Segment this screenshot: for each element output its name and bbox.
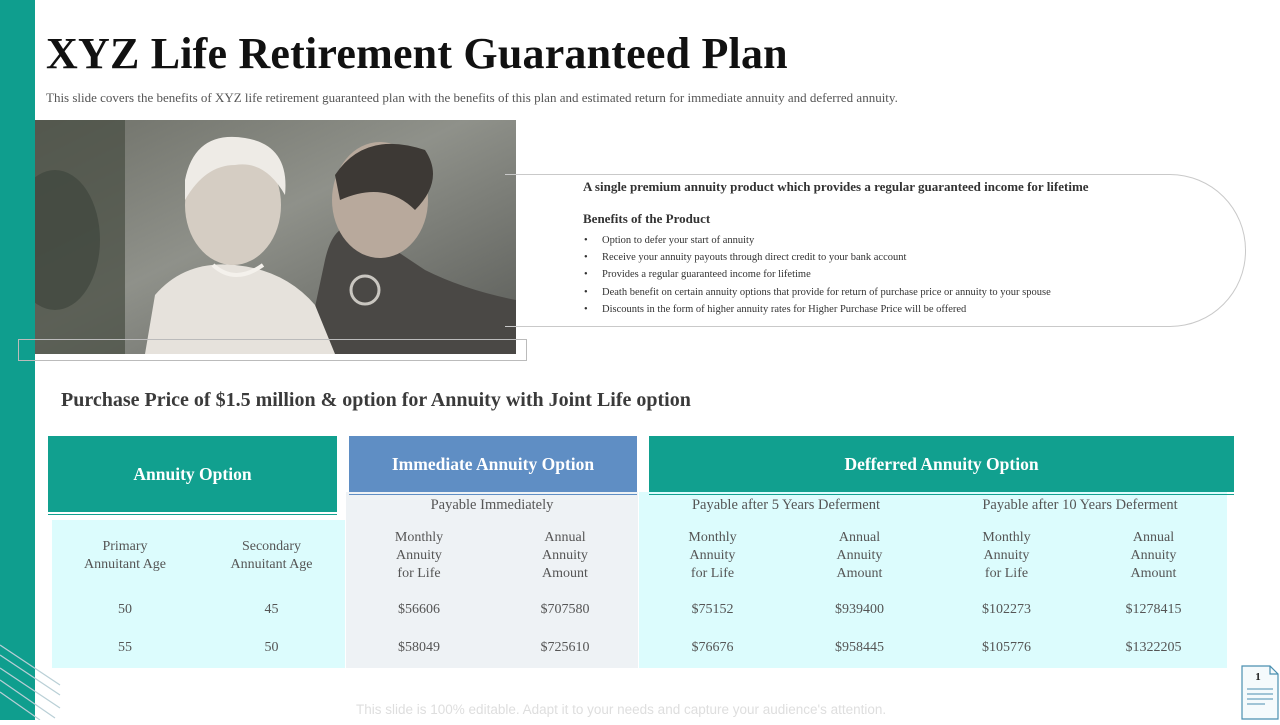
benefit-item [584, 302, 1051, 319]
table-cell: $56606 [398, 602, 440, 617]
bullet: • [584, 286, 588, 298]
benefit-text: Option to defer your start of annuity [602, 235, 755, 246]
slide-title: XYZ Life Retirement Guaranteed Plan [46, 29, 788, 78]
benefit-item [584, 233, 1051, 250]
benefit-item [584, 250, 1051, 267]
table-cell: 50 [118, 602, 132, 617]
col-primary-age: Primary Annuitant Age [83, 539, 167, 572]
benefit-item [584, 285, 1051, 302]
col-immediate-annual: Annual Annuity Amount [542, 530, 588, 581]
table-cell: $958445 [835, 640, 884, 655]
sublabel-deferred-5: Payable after 5 Years Deferment [691, 497, 881, 513]
table-cell: $707580 [540, 602, 590, 617]
table-cell: 45 [264, 602, 279, 617]
col-def10-annual: Annual Annuity Amount [1130, 530, 1177, 581]
benefit-text: Receive your annuity payouts through direct credit to your bank account [602, 252, 907, 264]
bullet: • [584, 269, 588, 281]
col-immediate-monthly: Monthly Annuity for Life [394, 530, 444, 581]
benefits-title: Benefits of the Product [583, 211, 711, 226]
photo-frame-outline [18, 339, 527, 361]
table-cell: $102273 [982, 602, 1031, 617]
bullet: • [584, 303, 588, 315]
col-def5-annual: Annual Annuity Amount [836, 530, 883, 581]
table-cell: $1278415 [1125, 602, 1182, 617]
header-underline [48, 514, 337, 515]
benefit-text: Provides a regular guaranteed income for lifetime [602, 269, 811, 281]
header-underline [649, 494, 1234, 495]
bullet: • [584, 252, 588, 264]
benefit-text: Discounts in the form of higher annuity rates for Higher Purchase Price will be offered [602, 303, 967, 315]
table-cell: 55 [118, 640, 132, 655]
header-immediate-annuity: Immediate Annuity Option [349, 436, 637, 492]
benefits-list [584, 233, 1051, 319]
benefit-text: Death benefit on certain annuity options that provide for return of purchase price or annuity to your spouse [602, 286, 1051, 298]
table-cell: 50 [264, 640, 279, 655]
table-cell: $939400 [835, 602, 884, 617]
table-cell: $1322205 [1125, 640, 1182, 655]
hero-photo [35, 120, 516, 354]
header-underline [349, 494, 637, 495]
header-deferred-annuity: Defferred Annuity Option [649, 436, 1234, 492]
table-cell: $75152 [691, 602, 734, 617]
col-def5-monthly: Monthly Annuity for Life [688, 530, 737, 581]
sublabel-deferred-10: Payable after 10 Years Deferment [982, 497, 1178, 513]
table-cell: $105776 [982, 640, 1031, 655]
footer-note: This slide is 100% editable. Adapt it to your needs and capture your audience's attention. [356, 702, 887, 717]
header-annuity-option: Annuity Option [48, 436, 337, 512]
product-headline: A single premium annuity product which provides a regular guaranteed income for lifetime [583, 179, 1089, 194]
purchase-heading: Purchase Price of $1.5 million & option for Annuity with Joint Life option [61, 389, 691, 411]
table-cell: $725610 [540, 640, 590, 655]
slide-subtitle: This slide covers the benefits of XYZ life retirement guaranteed plan with the benefits of this plan and estimated return for immediate annuity and deferred annuity. [46, 90, 898, 105]
bullet: • [584, 235, 588, 246]
page-number-icon [1240, 665, 1280, 720]
sublabel-immediate: Payable Immediately [430, 497, 554, 513]
benefit-item [584, 267, 1051, 284]
table-cell: $76676 [691, 640, 734, 655]
page-number: 1 [1255, 671, 1261, 683]
col-def10-monthly: Monthly Annuity for Life [982, 530, 1031, 581]
table-cell: $58049 [398, 640, 440, 655]
col-secondary-age: Secondary Annuitant Age [230, 539, 313, 572]
